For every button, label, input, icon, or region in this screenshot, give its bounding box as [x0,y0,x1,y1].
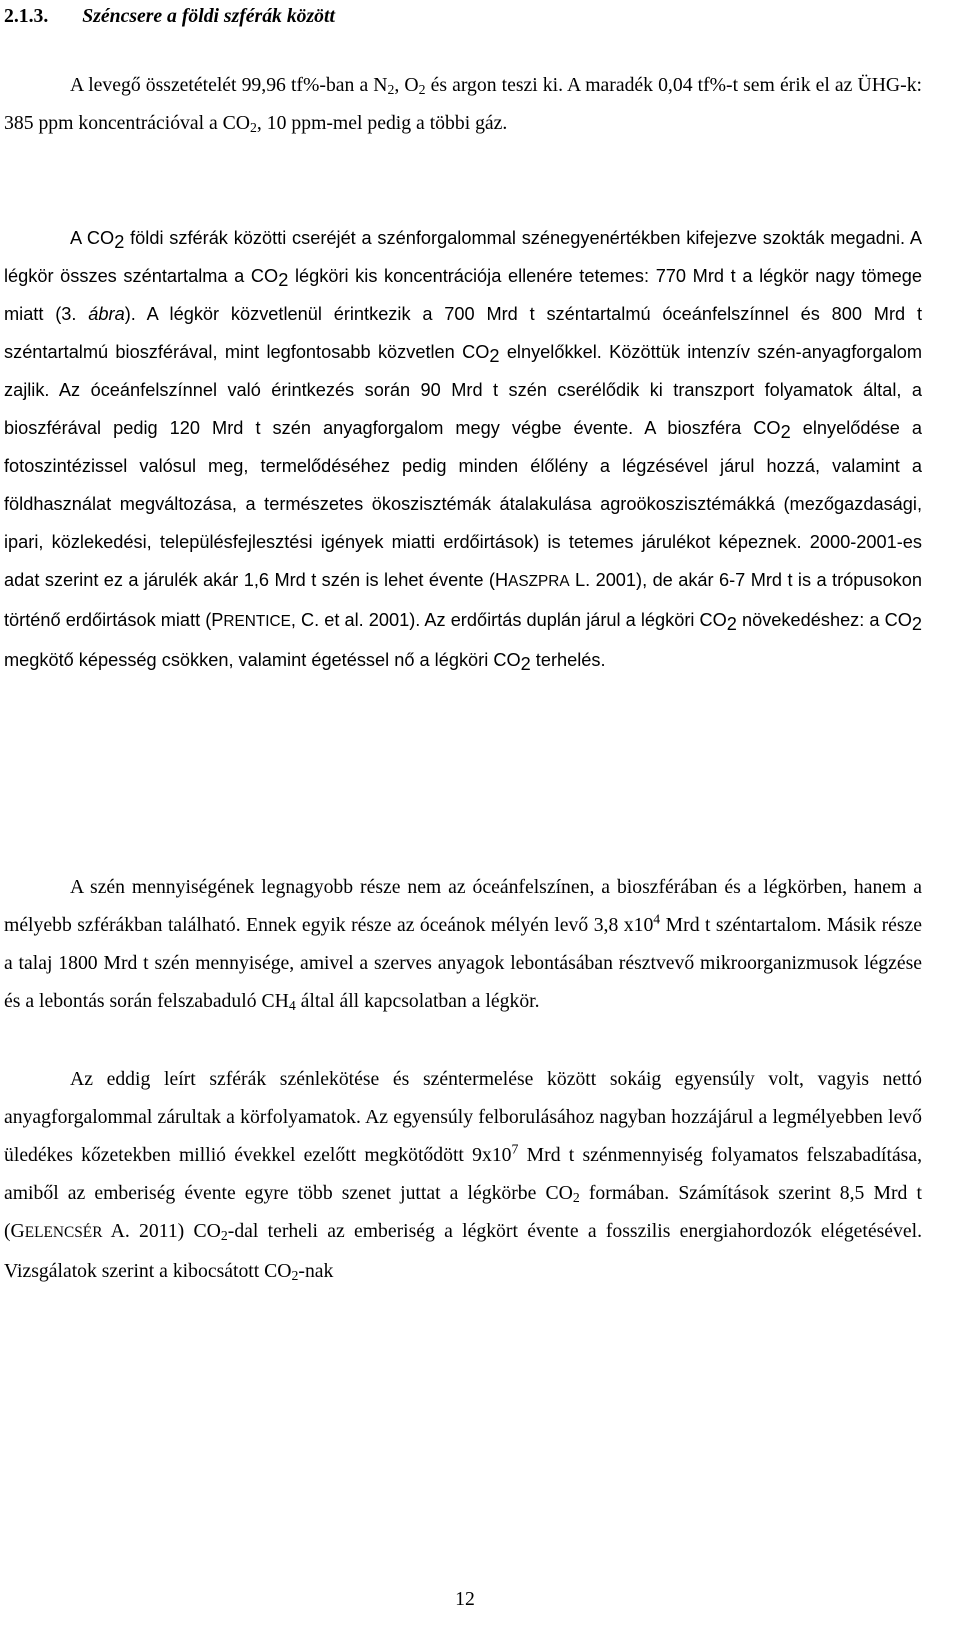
paragraph-2: A $CO_2$ földi szférák közötti cseréjét a szénforgalommal szénegyenértékben kifejezve szokták megadni. A légkör összes széntartalma a $CO_2$ légköri kis koncentrációja ellenére tetemes: 770 Mrd t a légkör nagy tömege miatt (3. ábra). A légkör közvetlenül érintkezik a 700 Mrd t széntartalmú óceánfelszínnel és 800 Mrd t széntartalmú bioszférával, mint legfontosabb közvetlen $CO_2$ elnyelőkkel. Közöttük intenzív szén-anyagforgalom zajlik. Az óceánfelszínnel való érintkezés során 90 Mrd t szén cserélődik ki transzport folyamatok által, a bioszférával pedig 120 Mrd t szén anyagforgalom megy végbe évente. A bioszféra $CO_2$ elnyelődése a fotoszintézissel valósul meg, termelődéséhez pedig minden élőlény a légzésével járul hozzá, valamint a földhasználat megváltozása, a természetes ökoszisztémák átalakulása agroökoszisztémákká (mezőgazdasági, ipari, közlekedési, településfejlesztési igények miatti erdőirtások) is tetemes járulékot képeznek. 2000-2001-es adat szerint ez a járulék akár 1,6 Mrd t szén is lehet évente (HASZPRA L. 2001), de akár 6-7 Mrd t is a trópusokon történő erdőirtások miatt (PRENTICE, C. et al. 2001). Az erdőirtás duplán járul a légköri $CO_2$ növekedéshez: a $CO_2$ megkötő képesség csökken, valamint égetéssel nő a légköri $CO_2$ terhelés. [4,228,923,674]
page-number: 12 [455,1588,475,1610]
paragraph-4: Az eddig leírt szférák szénlekötése és széntermelése között sokáig egyensúly volt, vagyis nettó anyagforgalommal zárultak a körfolyamatok. Az egyensúly felborulásához nagyban hozzájárul a legmélyebben levő üledékes kőzetekben millió évekkel ezelőtt megkötődött $9x10^7$ Mrd t szénmennyiség folyamatos felszabadítása, amiből az emberiség évente egyre több szenet juttat a légkörbe $CO_2$ formában. Számítások szerint 8,5 Mrd t (GELENCSÉR A. 2011) $CO_2$-dal terheli az emberiség a légkört évente a fosszilis energiahordozók elégetésével. Vizsgálatok szerint a kibocsátott $CO_2$-nak [4,1068,923,1284]
section-title: Széncsere a földi szférák között [82,5,335,27]
paragraph-1: A levegő összetételét 99,96 tf%-ban a $N_2$, $O_2$ és argon teszi ki. A maradék 0,04 tf%-t sem érik el az ÜHG-k: 385 ppm koncentrációval a $CO_2$, 10 ppm-mel pedig a többi gáz. [4,74,923,136]
section-number: 2.1.3. [4,5,49,27]
section-heading [4,0,335,32]
paragraph-3: A szén mennyiségének legnagyobb része nem az óceánfelszínen, a bioszférában és a légkörben, hanem a mélyebb szférákban található. Ennek egyik része az óceánok mélyén levő 3,8 $x10^4$ Mrd t széntartalom. Másik része a talaj 1800 Mrd t szén mennyisége, amivel a szerves anyagok lebontásában résztvevő mikroorganizmusok légzése és a lebontás során felszabaduló $CH_4$ által áll kapcsolatban a légkör. [4,876,922,1014]
